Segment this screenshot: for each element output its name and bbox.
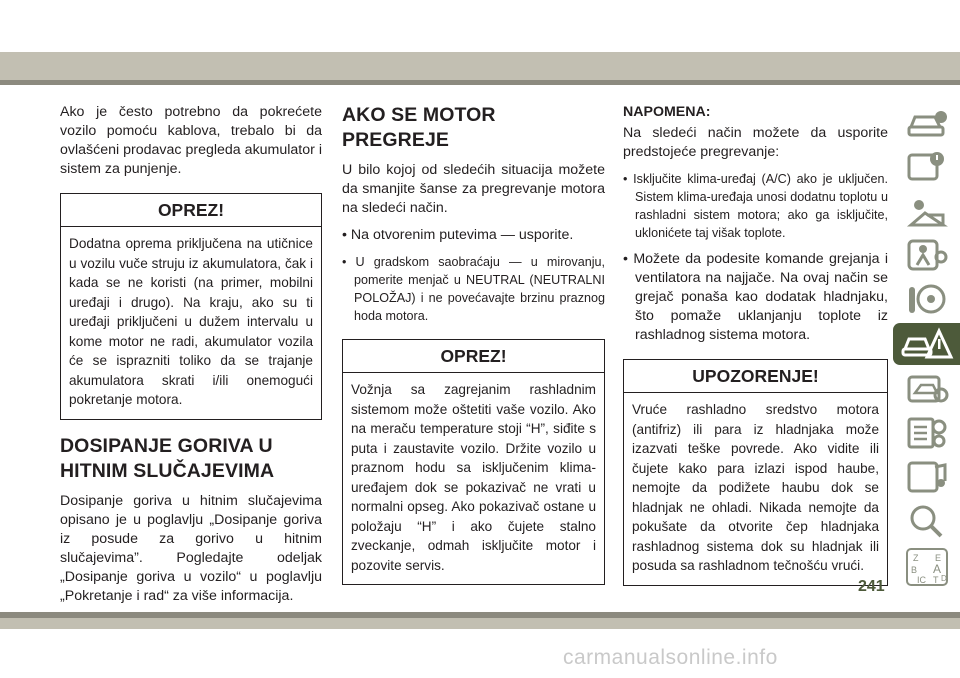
- caution-text: Vožnja sa zagrejanim rashladnim sistemom može oštetiti vaše vozilo. Ako na meraču temperature stoji “H”, siđite s puta i zaustavite vozilo. Držite vozilo u praznom hodu sa isključenim klima-uređajem dok se pokazivač ne vrati u normalni opseg. Ako pokazivač ostane u položaju “H” i ako čujete stalno zveckanje, odmah isključite motor i pozovite servis.: [351, 382, 596, 573]
- section-heading-overheat: AKO SE MOTOR PREGREJE: [342, 104, 496, 151]
- warning-light-icon: [905, 149, 949, 185]
- bullet-ac-off: • Isključite klima-uređaj (A/C) ako je uključen. Sistem klima-uređaja unosi dodatnu toplotu u rashladni sistem motora; ako ga isključite, uklonićete taj višak toplote.: [623, 172, 888, 240]
- tab-index[interactable]: [899, 545, 955, 585]
- paragraph-battery-intro: Ako je često potrebno da pokrećete vozilo pomoću kablova, trebalo bi da ovlašćeni prodavac pregleda akumulator i sistem za punjenje.: [60, 104, 322, 177]
- column-middle: [342, 103, 605, 597]
- paragraph-overheat-intro: U bilo kojoj od sledećih situacija možete da smanjite šanse za pregrevanje motora na sledeći način.: [342, 162, 605, 216]
- tab-dashboard[interactable]: [899, 191, 955, 231]
- warning-box-coolant: [623, 359, 888, 586]
- safety-icon: [905, 237, 949, 273]
- tab-specs[interactable]: [899, 413, 955, 453]
- bullet-city-traffic: • U gradskom saobraćaju — u mirovanju, pomerite menjač u NEUTRAL (NEUTRALNI POLOŽAJ) i ne povećavajte brzinu praznog hoda motora.: [342, 255, 605, 323]
- column-left: [60, 103, 322, 614]
- header-band-dark: [0, 80, 960, 85]
- warning-title: UPOZORENJE!: [624, 360, 887, 393]
- tab-safety[interactable]: [899, 235, 955, 275]
- multimedia-icon: [905, 459, 949, 495]
- dashboard-icon: [905, 193, 949, 229]
- paragraph-note-intro: Na sledeći način možete da usporite predstojeće pregrevanje:: [623, 125, 888, 160]
- tab-emergency[interactable]: [893, 323, 960, 365]
- bullet-heater-max: • Možete da podesite komande grejanja i ventilatora na najjače. Na ovaj način se grejač ponaša kao dodatak hladnjaku, što pomaže uklanjanju toplote iz rashladnog sistema motora.: [623, 251, 888, 343]
- tab-warning-lights[interactable]: [899, 147, 955, 187]
- svg-text:B: B: [911, 565, 918, 575]
- search-icon: [905, 503, 949, 539]
- tab-steering[interactable]: [899, 279, 955, 319]
- tab-car-info[interactable]: [899, 103, 955, 143]
- page-top-margin: [0, 0, 960, 52]
- bullet-open-roads: • Na otvorenim putevima — usporite.: [342, 227, 574, 243]
- steering-icon: [905, 281, 949, 317]
- service-icon: [905, 371, 949, 407]
- caution-text: Dodatna oprema priključena na utičnice u vozilu vuče struju iz akumulatora, čak i kada se ne koristi (na primer, mobilni uređaji i drugo). Na kraju, ako su ti uređaji priključeni u dužem intervalu u kome motor ne radi, akumulator vozila će se isprazniti toliko da se trajanje akumulatora skrati i/ili onemogući pokretanje motora.: [69, 236, 313, 407]
- specs-icon: [905, 415, 949, 451]
- tab-multimedia[interactable]: [899, 457, 955, 497]
- svg-text:A: A: [933, 562, 942, 576]
- note-title: NAPOMENA:: [623, 104, 711, 120]
- paragraph-emergency-fuel: Dosipanje goriva u hitnim slučajevima opisano je u poglavlju „Dosipanje goriva iz posude za gorivo u hitnim slučajevima”. Pogledajte odeljak „Dosipanje goriva u vozilo“ u poglavlju „Pokretanje i rad“ za više informacija.: [60, 492, 322, 604]
- caution-box-overheat: [342, 339, 605, 585]
- index-icon: [905, 547, 949, 587]
- tab-service[interactable]: [899, 369, 955, 409]
- caution-title: OPREZ!: [61, 194, 321, 227]
- svg-text:Z: Z: [913, 553, 919, 563]
- watermark-text: carmanualsonline.info: [563, 646, 778, 669]
- page-number: 241: [858, 578, 885, 595]
- chapter-tabs: [893, 103, 960, 589]
- section-heading-emergency-fuel: DOSIPANJE GORIVA U HITNIM SLUČAJEVIMA: [60, 434, 275, 482]
- header-band: [0, 52, 960, 80]
- emergency-icon: [899, 325, 955, 363]
- warning-text: Vruće rashladno sredstvo motora (antifriz) ili para iz hladnjaka može izazvati teške povrede. Ako vidite ili čujete kako para izlazi ispod haube, nemojte da podižete haubu dok se hladnjak ne ohladi. Nikada nemojte da pokušate da otvorite čep hladnjaka rashladnog sistema dok su hladnjak ili posuda sa rashladnom tečnošću vrući.: [632, 402, 879, 573]
- caution-title: OPREZ!: [343, 340, 604, 373]
- tab-search[interactable]: [899, 501, 955, 541]
- svg-text:E: E: [935, 553, 942, 563]
- car-info-icon: [905, 105, 949, 141]
- svg-text:D: D: [941, 574, 947, 583]
- svg-text:IC: IC: [917, 575, 926, 585]
- column-right: [623, 103, 888, 598]
- caution-box-accessories: [60, 193, 322, 420]
- footer-band: [0, 618, 960, 629]
- svg-text:T: T: [933, 575, 939, 585]
